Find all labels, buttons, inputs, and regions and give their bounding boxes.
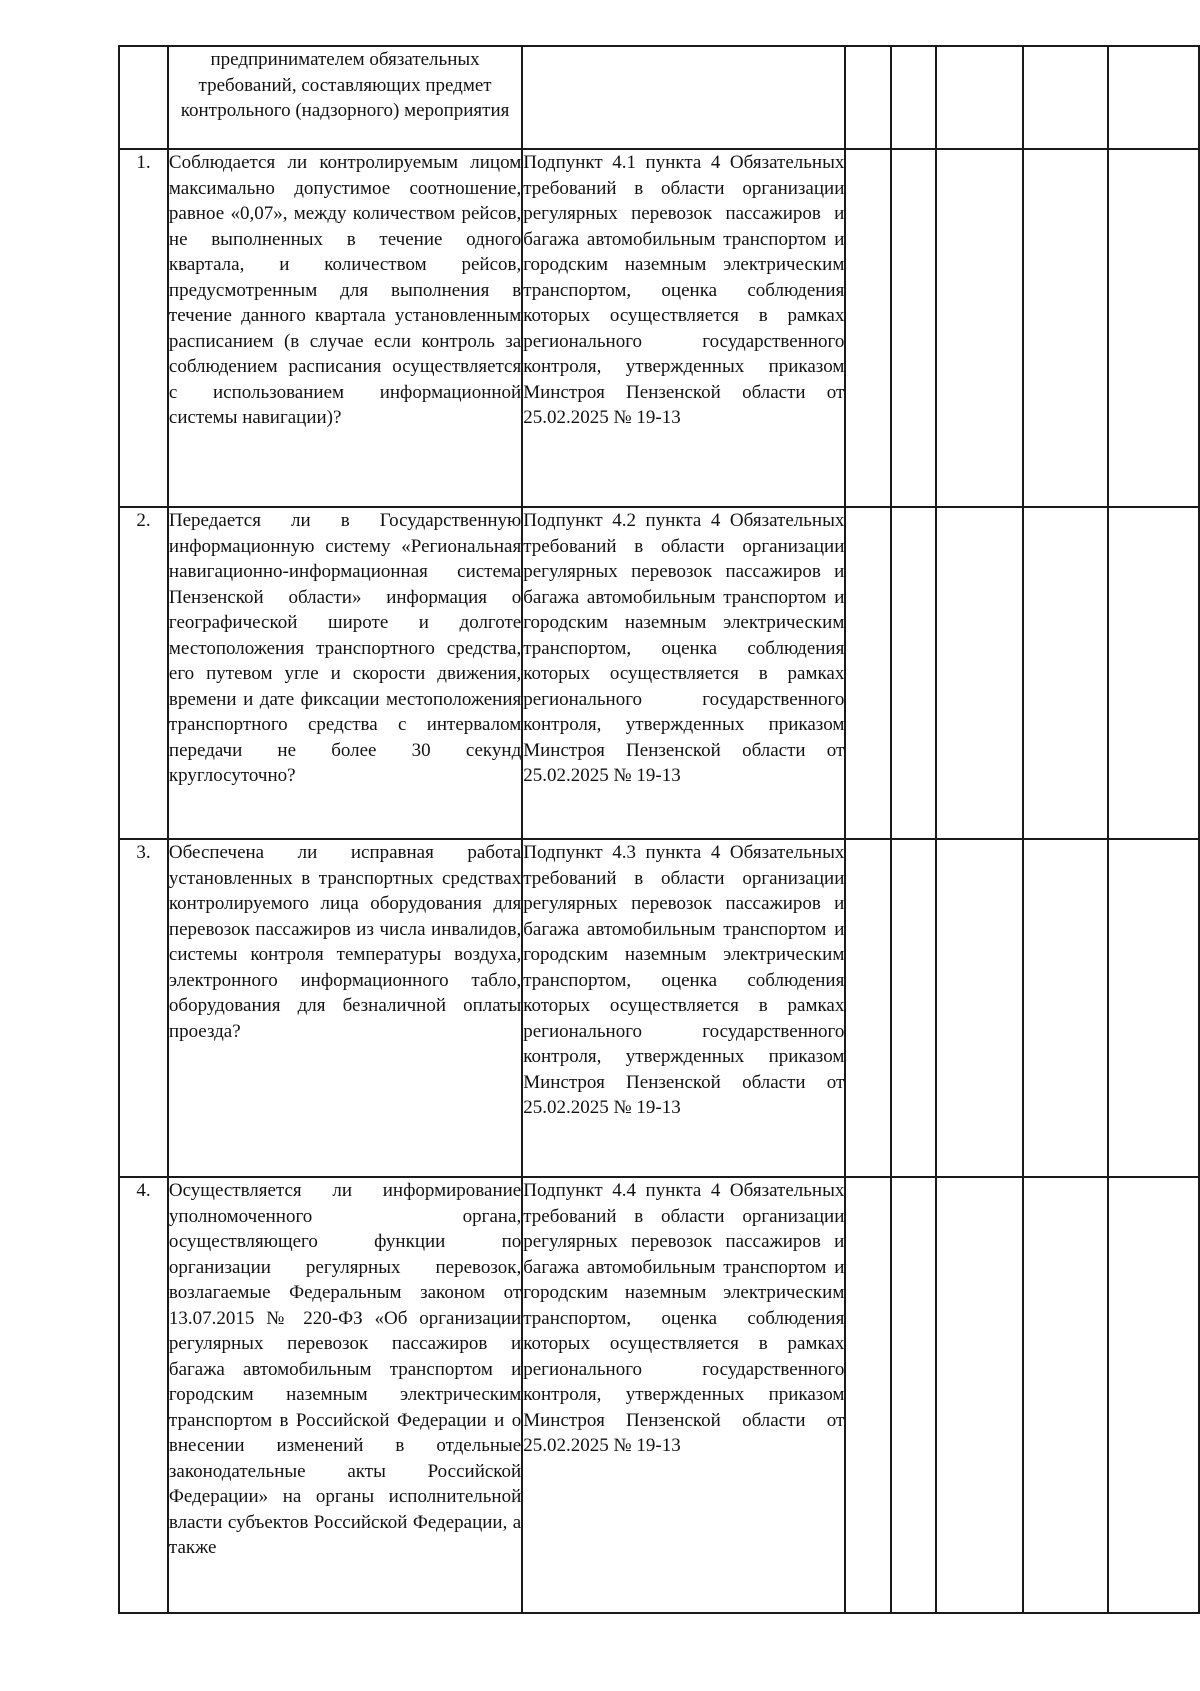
empty-cell bbox=[891, 46, 936, 149]
reference-text: Подпункт 4.1 пункта 4 Обязательных требований в области организации регулярных перевозок пассажиров и багажа автомобильным транспортом и городским наземным электрическим транспортом, оценка соблюдения которых осуществляется в рамках регионального государственного контроля, утвержденных приказом Минстроя Пензенской области от 25.02.2025 № 19-13 bbox=[523, 152, 845, 428]
empty-cell bbox=[1023, 46, 1108, 149]
empty-cell bbox=[936, 46, 1023, 149]
table-row-header-continuation bbox=[119, 46, 1199, 149]
reference-cell bbox=[522, 149, 845, 507]
checklist-table bbox=[118, 45, 1200, 1614]
empty-cell bbox=[936, 839, 1023, 1177]
empty-cell bbox=[891, 149, 936, 507]
question-text: Передается ли в Государственную информационную систему «Региональная навигационно-информационная система Пензенской области» информация о географической широте и долготе местоположения транспортного средства, его путевом угле и скорости движения, времени и дате фиксации местоположения транспортного средства с интервалом передачи не более 30 секунд круглосуточно? bbox=[168, 510, 522, 786]
empty-cell bbox=[845, 1177, 891, 1613]
empty-cell bbox=[891, 839, 936, 1177]
reference-text: Подпункт 4.4 пункта 4 Обязательных требований в области организации регулярных перевозок пассажиров и багажа автомобильным транспортом и городским наземным электрическим транспортом, оценка соблюдения которых осуществляется в рамках регионального государственного контроля, утвержденных приказом Минстроя Пензенской области от 25.02.2025 № 19-13 bbox=[523, 1180, 845, 1456]
empty-cell bbox=[1108, 507, 1199, 839]
empty-cell bbox=[936, 1177, 1023, 1613]
empty-cell bbox=[1023, 507, 1108, 839]
question-text: Соблюдается ли контролируемым лицом максимально допустимое соотношение, равное «0,07», между количеством рейсов, не выполненных в течение одного квартала, и количеством рейсов, предусмотренным для выполнения в течение данного квартала установленным расписанием (в случае если контроль за соблюдением расписания осуществляется с использованием информационной системы навигации)? bbox=[168, 152, 522, 428]
number-cell: 1. bbox=[119, 149, 168, 507]
number-cell: 4. bbox=[119, 1177, 168, 1613]
empty-cell bbox=[845, 839, 891, 1177]
question-cell bbox=[168, 507, 522, 839]
reference-cell bbox=[522, 839, 845, 1177]
reference-cell bbox=[522, 507, 845, 839]
question-text: Осуществляется ли информирование уполномоченного органа, осуществляющего функции по организации регулярных перевозок, возлагаемые Федеральным законом от 13.07.2015 № 220-ФЗ «Об организации регулярных перевозок пассажиров и багажа автомобильным транспортом и городским наземным электрическим транспортом в Российской Федерации и о внесении изменений в отдельные законодательные акты Российской Федерации» на органы исполнительной власти субъектов Российской Федерации, а также bbox=[168, 1180, 522, 1558]
number-cell bbox=[119, 46, 168, 149]
table-row bbox=[119, 507, 1199, 839]
empty-cell bbox=[891, 507, 936, 839]
empty-cell bbox=[936, 507, 1023, 839]
empty-cell bbox=[845, 507, 891, 839]
question-cell bbox=[168, 149, 522, 507]
table-row bbox=[119, 839, 1199, 1177]
question-cell bbox=[168, 1177, 522, 1613]
empty-cell bbox=[845, 149, 891, 507]
number-cell: 3. bbox=[119, 839, 168, 1177]
empty-cell bbox=[845, 46, 891, 149]
question-cell bbox=[168, 839, 522, 1177]
reference-text: Подпункт 4.3 пункта 4 Обязательных требований в области организации регулярных перевозок пассажиров и багажа автомобильным транспортом и городским наземным электрическим транспортом, оценка соблюдения которых осуществляется в рамках регионального государственного контроля, утвержденных приказом Минстроя Пензенской области от 25.02.2025 № 19-13 bbox=[523, 842, 845, 1118]
empty-cell bbox=[936, 149, 1023, 507]
empty-cell bbox=[1023, 839, 1108, 1177]
empty-cell bbox=[1023, 1177, 1108, 1613]
empty-cell bbox=[1108, 839, 1199, 1177]
reference-cell bbox=[522, 1177, 845, 1613]
table-row bbox=[119, 1177, 1199, 1613]
empty-cell bbox=[1023, 149, 1108, 507]
reference-text: Подпункт 4.2 пункта 4 Обязательных требований в области организации регулярных перевозок пассажиров и багажа автомобильным транспортом и городским наземным электрическим транспортом, оценка соблюдения которых осуществляется в рамках регионального государственного контроля, утвержденных приказом Минстроя Пензенской области от 25.02.2025 № 19-13 bbox=[523, 510, 845, 786]
empty-cell bbox=[1108, 149, 1199, 507]
number-cell: 2. bbox=[119, 507, 168, 839]
question-text: Обеспечена ли исправная работа установленных в транспортных средствах контролируемого лица оборудования для перевозок пассажиров из числа инвалидов, системы контроля температуры воздуха, электронного информационного табло, оборудования для безналичной оплаты проезда? bbox=[168, 842, 522, 1042]
question-cell: предпринимателем обязательных требований, составляющих предмет контрольного (надзорного) мероприятия bbox=[168, 46, 522, 149]
table-row bbox=[119, 149, 1199, 507]
empty-cell bbox=[1108, 1177, 1199, 1613]
empty-cell bbox=[891, 1177, 936, 1613]
empty-cell bbox=[1108, 46, 1199, 149]
reference-cell bbox=[522, 46, 845, 149]
